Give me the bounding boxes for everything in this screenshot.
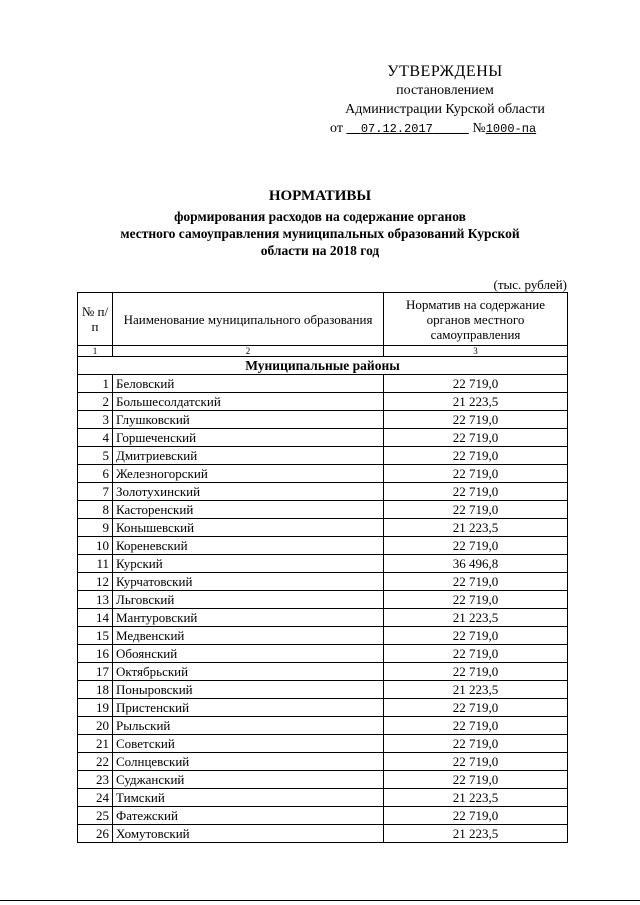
row-value: 22 719,0 [384, 411, 568, 429]
row-number: 21 [78, 735, 113, 753]
table-row [78, 429, 568, 447]
table-row [78, 645, 568, 663]
row-number: 20 [78, 717, 113, 735]
row-name: Льговский [113, 591, 384, 609]
approval-date: 07.12.2017 [360, 122, 433, 136]
row-number: 4 [78, 429, 113, 447]
heading-title: НОРМАТИВЫ [268, 188, 372, 204]
row-number: 12 [78, 573, 113, 591]
table-row [78, 681, 568, 699]
row-value: 22 719,0 [384, 429, 568, 447]
approval-line-2: постановлением [396, 83, 494, 98]
row-value: 22 719,0 [384, 501, 568, 519]
row-name: Мантуровский [113, 609, 384, 627]
row-name: Железногорский [113, 465, 384, 483]
table-row [78, 699, 568, 717]
row-value: 22 719,0 [384, 807, 568, 825]
row-name: Касторенский [113, 501, 384, 519]
row-name: Конышевский [113, 519, 384, 537]
approval-number: 1000-па [485, 122, 537, 136]
row-number: 5 [78, 447, 113, 465]
row-number: 19 [78, 699, 113, 717]
table-row [78, 573, 568, 591]
row-number: 17 [78, 663, 113, 681]
row-value: 22 719,0 [384, 573, 568, 591]
norms-table [77, 292, 568, 843]
row-value: 22 719,0 [384, 447, 568, 465]
table-row [78, 825, 568, 843]
row-value: 21 223,5 [384, 519, 568, 537]
row-value: 21 223,5 [384, 681, 568, 699]
approval-date-line [330, 119, 560, 139]
row-value: 22 719,0 [384, 537, 568, 555]
approval-line-3: Администрации Курской области [345, 102, 545, 117]
table-row [78, 753, 568, 771]
page-bottom-rule [0, 900, 640, 901]
row-number: 6 [78, 465, 113, 483]
row-value: 21 223,5 [384, 609, 568, 627]
section-row [78, 357, 568, 375]
row-number: 3 [78, 411, 113, 429]
row-value: 21 223,5 [384, 789, 568, 807]
table-row [78, 717, 568, 735]
table-row [78, 807, 568, 825]
row-value: 22 719,0 [384, 375, 568, 393]
table-row [78, 609, 568, 627]
row-value: 22 719,0 [384, 699, 568, 717]
row-name: Большесолдатский [113, 393, 384, 411]
row-value: 22 719,0 [384, 591, 568, 609]
row-number: 26 [78, 825, 113, 843]
row-number: 15 [78, 627, 113, 645]
table-row [78, 483, 568, 501]
table-row [78, 663, 568, 681]
approval-title: УТВЕРЖДЕНЫ [387, 63, 503, 80]
row-value: 22 719,0 [384, 771, 568, 789]
row-number: 24 [78, 789, 113, 807]
row-number: 13 [78, 591, 113, 609]
heading-line-1: формирования расходов на содержание органов [174, 209, 466, 224]
row-number: 9 [78, 519, 113, 537]
index-cell: 3 [384, 346, 568, 357]
row-value: 22 719,0 [384, 645, 568, 663]
row-value: 22 719,0 [384, 753, 568, 771]
row-number: 8 [78, 501, 113, 519]
row-number: 10 [78, 537, 113, 555]
row-value: 22 719,0 [384, 627, 568, 645]
row-name: Поныровский [113, 681, 384, 699]
index-cell: 2 [113, 346, 384, 357]
row-name: Суджанский [113, 771, 384, 789]
table-row [78, 627, 568, 645]
row-number: 22 [78, 753, 113, 771]
index-row [78, 346, 568, 357]
number-prefix: № [472, 121, 486, 136]
row-value: 36 496,8 [384, 555, 568, 573]
row-name: Кореневский [113, 537, 384, 555]
approval-block [330, 62, 560, 139]
row-number: 25 [78, 807, 113, 825]
index-cell: 1 [78, 346, 113, 357]
row-number: 16 [78, 645, 113, 663]
heading-line-3: области на 2018 год [260, 243, 380, 258]
heading-line-2: местного самоуправления муниципальных образований Курской [120, 226, 520, 241]
table-row [78, 591, 568, 609]
row-number: 14 [78, 609, 113, 627]
table-row [78, 555, 568, 573]
row-name: Тимский [113, 789, 384, 807]
row-value: 22 719,0 [384, 483, 568, 501]
row-name: Хомутовский [113, 825, 384, 843]
row-name: Беловский [113, 375, 384, 393]
header-name: Наименование муниципального образования [113, 293, 384, 346]
header-number: № п/п [78, 293, 113, 346]
document-heading [80, 188, 560, 259]
row-name: Медвенский [113, 627, 384, 645]
row-value: 22 719,0 [384, 735, 568, 753]
row-value: 22 719,0 [384, 717, 568, 735]
table-row [78, 735, 568, 753]
row-name: Горшеченский [113, 429, 384, 447]
row-name: Солнцевский [113, 753, 384, 771]
row-value: 21 223,5 [384, 393, 568, 411]
row-name: Курчатовский [113, 573, 384, 591]
row-name: Рыльский [113, 717, 384, 735]
row-number: 11 [78, 555, 113, 573]
units-label: (тыс. рублей) [493, 277, 567, 292]
row-number: 23 [78, 771, 113, 789]
row-name: Обоянский [113, 645, 384, 663]
row-name: Пристенский [113, 699, 384, 717]
header-norm: Норматив на содержание органов местного самоуправления [384, 293, 568, 346]
row-name: Курский [113, 555, 384, 573]
row-number: 2 [78, 393, 113, 411]
row-name: Золотухинский [113, 483, 384, 501]
date-prefix: от [330, 121, 343, 136]
table-row [78, 411, 568, 429]
table-row [78, 501, 568, 519]
row-value: 22 719,0 [384, 663, 568, 681]
table-row [78, 447, 568, 465]
table-row [78, 537, 568, 555]
row-name: Дмитриевский [113, 447, 384, 465]
row-name: Глушковский [113, 411, 384, 429]
row-number: 1 [78, 375, 113, 393]
table-row [78, 375, 568, 393]
row-name: Фатежский [113, 807, 384, 825]
section-title: Муниципальные районы [78, 357, 568, 375]
row-number: 18 [78, 681, 113, 699]
row-value: 21 223,5 [384, 825, 568, 843]
row-value: 22 719,0 [384, 465, 568, 483]
table-row [78, 771, 568, 789]
row-name: Октябрьский [113, 663, 384, 681]
row-number: 7 [78, 483, 113, 501]
table-row [78, 789, 568, 807]
table-row [78, 393, 568, 411]
table-row [78, 465, 568, 483]
table-row [78, 519, 568, 537]
row-name: Советский [113, 735, 384, 753]
